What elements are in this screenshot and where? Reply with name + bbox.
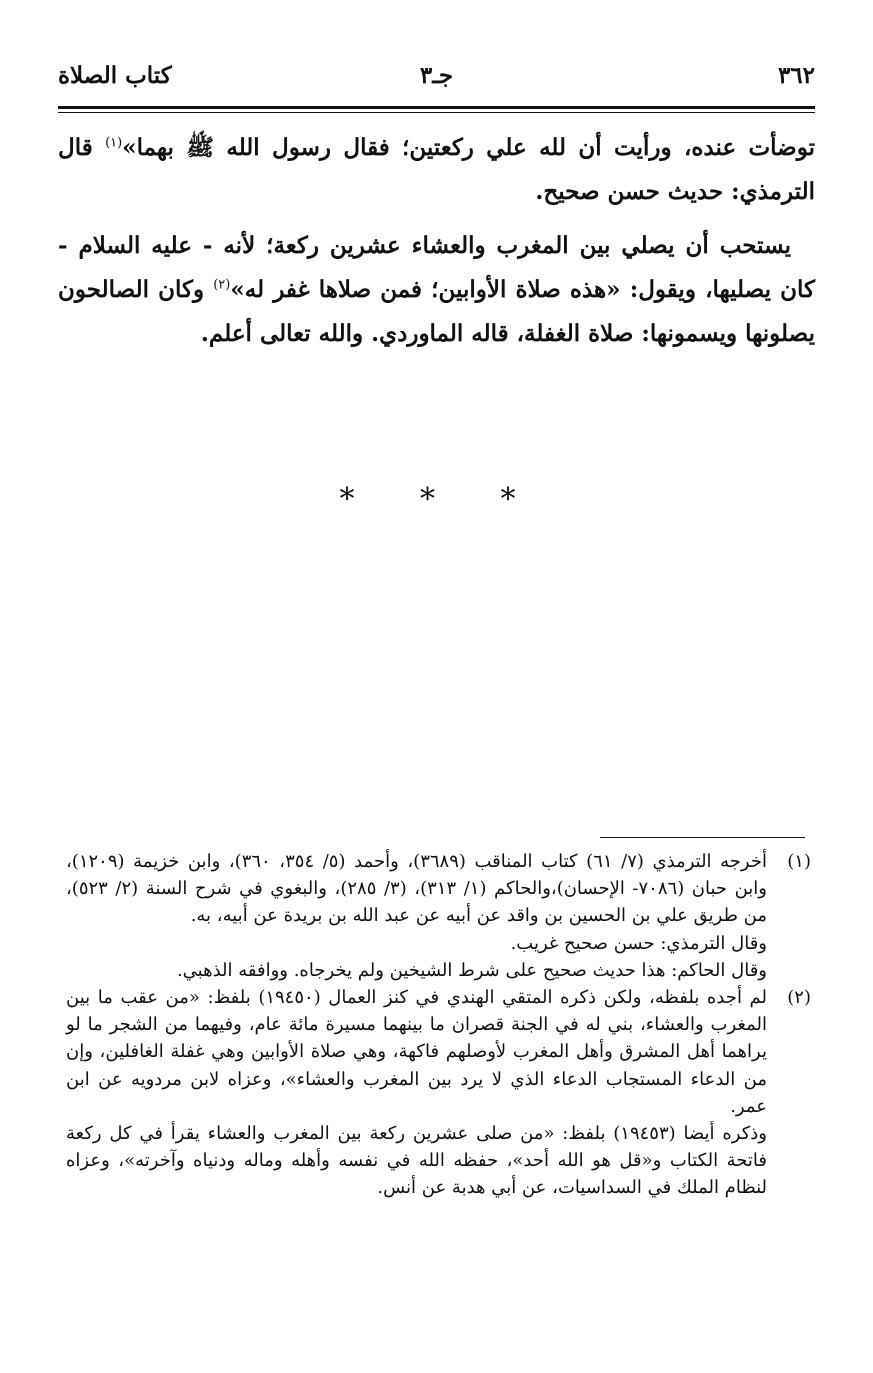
footnotes (66, 848, 811, 1202)
running-header (58, 58, 815, 96)
footnote-ref-2[interactable]: (٢) (213, 277, 231, 293)
footnote-1-para-2: وقال الترمذي: حسن صحيح غريب. (510, 932, 767, 954)
footnote-2-para-2: وذكره أيضا (١٩٤٥٣) بلفظ: «من صلى عشرين ركعة بين المغرب والعشاء يقرأ في كل ركعة فاتحة الكتاب و«قل هو الله أحد»، حفظه الله في نفسه وأهله وماله ودنياه وآخرته»، وعزاه لنظام الملك في السداسيات، عن أبي هدبة عن أنس. (66, 1123, 767, 1199)
section-separator: * * * (339, 482, 534, 517)
footnote-rule (600, 837, 805, 838)
footnote-2-para-1: لم أجده بلفظه، ولكن ذكره المتقي الهندي في كنز العمال (١٩٤٥٠) بلفظ: «من عقب ما بين المغرب والعشاء، بني له في الجنة قصران ما بينهما مسيرة مائة عام، وفيهما من الشجر ما لو يراهما أهل المشرق وأهل المغرب لأوصلهم فاكهة، وهي صلاة الأوابين وهي غفلة الغافلين، وإن من الدعاء المستجاب الدعاء الذي لا يرد بين المغرب والعشاء»، وعزاه لابن مردويه عن ابن عمر. (66, 987, 767, 1117)
main-text (58, 126, 815, 356)
footnote-1-para-1: أخرجه الترمذي (٧/ ٦١) كتاب المناقب (٣٦٨٩)، وأحمد (٥/ ٣٥٤، ٣٦٠)، وابن خزيمة (١٢٠٩)، وابن حبان (٧٠٨٦- الإحسان)،والحاكم (١/ ٣١٣)، (٣/ ٢٨٥)، والبغوي في شرح السنة (٢/ ٥٢٣)، من طريق علي بن الحسين بن واقد عن أبيه عن عبد الله بن بريدة عن أبيه، به. (66, 851, 768, 927)
footnote-ref-1[interactable]: (١) (105, 135, 123, 151)
footnote-1-para-3: وقال الحاكم: هذا حديث صحيح على شرط الشيخين ولم يخرجاه. ووافقه الذهبي. (176, 959, 767, 981)
volume-label: جـ٣ (419, 62, 454, 89)
footnote-1 (66, 848, 811, 984)
book-title: كتاب الصلاة (58, 62, 172, 89)
body-paragraph-2-tail: وكان الصالحون يصلونها ويسمونها: صلاة الغفلة، قاله الماوردي. والله تعالى أعلم. (58, 276, 815, 347)
footnote-2-number: (٢) (787, 987, 811, 1009)
page-number: ٣٦٢ (777, 62, 815, 89)
footnote-2 (66, 984, 811, 1202)
body-paragraph-2 (58, 224, 815, 356)
header-rule-thick (58, 106, 815, 109)
body-paragraph-1 (58, 126, 815, 214)
footnote-1-number: (١) (787, 851, 811, 872)
body-paragraph-1-text: توضأت عنده، ورأيت أن لله علي ركعتين؛ فقال رسول الله ﷺ بهما» (122, 134, 815, 161)
body-paragraph-2-text: يستحب أن يصلي بين المغرب والعشاء عشرين ركعة؛ لأنه - عليه السلام - كان يصليها، ويقول: «هذه صلاة الأوابين؛ فمن صلاها غفر له» (58, 232, 815, 303)
body-paragraph-1-tail: قال الترمذي: حديث حسن صحيح. (58, 134, 815, 205)
header-rule-thin (58, 112, 815, 113)
